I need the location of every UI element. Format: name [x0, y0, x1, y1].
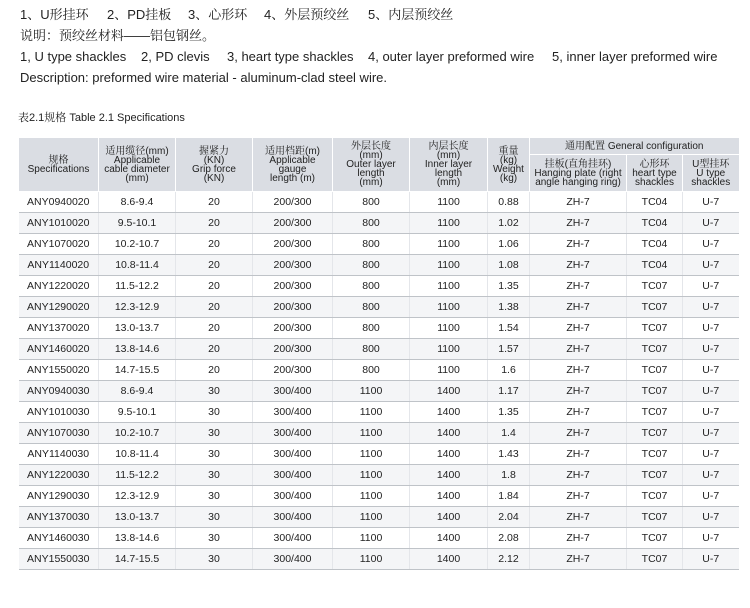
header-gauge-length: 适用档距(m) Applicable gauge length (m) [253, 138, 333, 192]
spec-cell: ANY1140030 [19, 444, 99, 465]
table-title: 表2.1规格 Table 2.1 Specifications [18, 112, 185, 124]
diameter-cell: 11.5-12.2 [99, 465, 176, 486]
u-shackle-cell: U-7 [683, 528, 739, 549]
outer-length-cell: 1100 [333, 465, 410, 486]
heart-shackle-cell: TC07 [627, 276, 683, 297]
gauge-cell: 300/400 [253, 465, 333, 486]
hanging-plate-cell: ZH-7 [530, 507, 627, 528]
u-shackle-cell: U-7 [683, 507, 739, 528]
heart-shackle-cell: TC07 [627, 318, 683, 339]
diameter-cell: 13.0-13.7 [99, 318, 176, 339]
outer-length-cell: 800 [333, 213, 410, 234]
outer-length-cell: 800 [333, 276, 410, 297]
u-shackle-cell: U-7 [683, 360, 739, 381]
u-shackle-cell: U-7 [683, 549, 739, 570]
u-shackle-cell: U-7 [683, 339, 739, 360]
hanging-plate-cell: ZH-7 [530, 339, 627, 360]
outer-length-cell: 800 [333, 318, 410, 339]
parts-list-zh [20, 4, 717, 25]
spec-cell: ANY1550030 [19, 549, 99, 570]
table-row [19, 507, 739, 528]
u-shackle-cell: U-7 [683, 192, 739, 213]
header-hanging-plate: 挂板(直角挂环) Hanging plate (right angle hanging ring) [530, 155, 627, 192]
inner-length-cell: 1400 [410, 423, 488, 444]
heart-shackle-cell: TC04 [627, 255, 683, 276]
weight-cell: 1.38 [488, 297, 530, 318]
spec-cell: ANY1290020 [19, 297, 99, 318]
diameter-cell: 14.7-15.5 [99, 549, 176, 570]
grip-force-cell: 30 [176, 528, 253, 549]
outer-length-cell: 1100 [333, 486, 410, 507]
outer-length-cell: 800 [333, 192, 410, 213]
spec-cell: ANY1460030 [19, 528, 99, 549]
hanging-plate-cell: ZH-7 [530, 318, 627, 339]
gauge-cell: 300/400 [253, 549, 333, 570]
table-row [19, 213, 739, 234]
heart-shackle-cell: TC07 [627, 423, 683, 444]
spec-cell: ANY1460020 [19, 339, 99, 360]
table-row [19, 465, 739, 486]
header-grip-force: 握紧力 (KN) Grip force (KN) [176, 138, 253, 192]
u-shackle-cell: U-7 [683, 444, 739, 465]
inner-length-cell: 1100 [410, 297, 488, 318]
outer-length-cell: 800 [333, 339, 410, 360]
spec-table [18, 138, 739, 570]
heart-shackle-cell: TC07 [627, 549, 683, 570]
part-label: 2、PD挂板 [107, 7, 172, 22]
inner-length-cell: 1100 [410, 192, 488, 213]
hanging-plate-cell: ZH-7 [530, 192, 627, 213]
heart-shackle-cell: TC07 [627, 528, 683, 549]
spec-cell: ANY1140020 [19, 255, 99, 276]
header-u-shackles: U型挂环 U type shackles [683, 155, 739, 192]
diameter-cell: 13.8-14.6 [99, 339, 176, 360]
hanging-plate-cell: ZH-7 [530, 486, 627, 507]
weight-cell: 2.12 [488, 549, 530, 570]
gauge-cell: 200/300 [253, 192, 333, 213]
table-row [19, 381, 739, 402]
grip-force-cell: 30 [176, 444, 253, 465]
weight-cell: 1.17 [488, 381, 530, 402]
outer-length-cell: 1100 [333, 423, 410, 444]
gauge-cell: 300/400 [253, 528, 333, 549]
heart-shackle-cell: TC07 [627, 381, 683, 402]
outer-length-cell: 1100 [333, 507, 410, 528]
inner-length-cell: 1400 [410, 444, 488, 465]
parts-list-en [20, 46, 717, 67]
outer-length-cell: 1100 [333, 444, 410, 465]
inner-length-cell: 1100 [410, 234, 488, 255]
hanging-plate-cell: ZH-7 [530, 402, 627, 423]
grip-force-cell: 30 [176, 507, 253, 528]
header-heart-shackles: 心形环 heart type shackles [627, 155, 683, 192]
table-row [19, 339, 739, 360]
diameter-cell: 8.6-9.4 [99, 192, 176, 213]
part-label: 4、外层预绞丝 [264, 7, 350, 22]
gauge-cell: 200/300 [253, 255, 333, 276]
inner-length-cell: 1400 [410, 528, 488, 549]
u-shackle-cell: U-7 [683, 213, 739, 234]
outer-length-cell: 800 [333, 234, 410, 255]
weight-cell: 1.84 [488, 486, 530, 507]
diameter-cell: 10.8-11.4 [99, 444, 176, 465]
heart-shackle-cell: TC07 [627, 444, 683, 465]
gauge-cell: 200/300 [253, 339, 333, 360]
table-row [19, 234, 739, 255]
spec-cell: ANY1220020 [19, 276, 99, 297]
inner-length-cell: 1100 [410, 318, 488, 339]
gauge-cell: 300/400 [253, 507, 333, 528]
gauge-cell: 300/400 [253, 381, 333, 402]
table-row [19, 549, 739, 570]
grip-force-cell: 20 [176, 192, 253, 213]
inner-length-cell: 1400 [410, 465, 488, 486]
inner-length-cell: 1400 [410, 381, 488, 402]
u-shackle-cell: U-7 [683, 381, 739, 402]
u-shackle-cell: U-7 [683, 276, 739, 297]
gauge-cell: 200/300 [253, 297, 333, 318]
gauge-cell: 200/300 [253, 234, 333, 255]
weight-cell: 1.43 [488, 444, 530, 465]
part-label: 3、心形环 [188, 7, 248, 22]
part-label: 1, U type shackles [20, 49, 127, 64]
hanging-plate-cell: ZH-7 [530, 360, 627, 381]
table-row [19, 192, 739, 213]
hanging-plate-cell: ZH-7 [530, 549, 627, 570]
heart-shackle-cell: TC04 [627, 234, 683, 255]
spec-cell: ANY1290030 [19, 486, 99, 507]
inner-length-cell: 1100 [410, 276, 488, 297]
grip-force-cell: 20 [176, 318, 253, 339]
header-weight: 重量 (kg) Weight (kg) [488, 138, 530, 192]
table-row [19, 528, 739, 549]
weight-cell: 2.04 [488, 507, 530, 528]
grip-force-cell: 20 [176, 339, 253, 360]
part-label: 4, outer layer preformed wire [368, 49, 535, 64]
hanging-plate-cell: ZH-7 [530, 465, 627, 486]
header-inner-length: 内层长度 (mm) Inner layer length (mm) [410, 138, 488, 192]
grip-force-cell: 20 [176, 360, 253, 381]
grip-force-cell: 20 [176, 213, 253, 234]
hanging-plate-cell: ZH-7 [530, 297, 627, 318]
inner-length-cell: 1400 [410, 402, 488, 423]
spec-cell: ANY1370020 [19, 318, 99, 339]
part-label: 3, heart type shackles [227, 49, 354, 64]
hanging-plate-cell: ZH-7 [530, 255, 627, 276]
hanging-plate-cell: ZH-7 [530, 381, 627, 402]
grip-force-cell: 30 [176, 465, 253, 486]
grip-force-cell: 20 [176, 234, 253, 255]
table-row [19, 297, 739, 318]
spec-cell: ANY0940020 [19, 192, 99, 213]
u-shackle-cell: U-7 [683, 486, 739, 507]
outer-length-cell: 800 [333, 297, 410, 318]
weight-cell: 2.08 [488, 528, 530, 549]
spec-cell: ANY1220030 [19, 465, 99, 486]
intro-text [20, 4, 717, 88]
inner-length-cell: 1100 [410, 213, 488, 234]
gauge-cell: 300/400 [253, 486, 333, 507]
weight-cell: 1.35 [488, 276, 530, 297]
diameter-cell: 12.3-12.9 [99, 297, 176, 318]
weight-cell: 1.6 [488, 360, 530, 381]
hanging-plate-cell: ZH-7 [530, 528, 627, 549]
header-general-config: 通用配置 General configuration [530, 138, 739, 155]
diameter-cell: 10.2-10.7 [99, 234, 176, 255]
table-row [19, 423, 739, 444]
diameter-cell: 13.0-13.7 [99, 507, 176, 528]
table-row [19, 444, 739, 465]
heart-shackle-cell: TC07 [627, 465, 683, 486]
hanging-plate-cell: ZH-7 [530, 213, 627, 234]
inner-length-cell: 1100 [410, 339, 488, 360]
grip-force-cell: 30 [176, 423, 253, 444]
table-row [19, 276, 739, 297]
grip-force-cell: 20 [176, 297, 253, 318]
grip-force-cell: 20 [176, 255, 253, 276]
heart-shackle-cell: TC07 [627, 339, 683, 360]
weight-cell: 1.02 [488, 213, 530, 234]
inner-length-cell: 1100 [410, 255, 488, 276]
u-shackle-cell: U-7 [683, 318, 739, 339]
gauge-cell: 300/400 [253, 402, 333, 423]
u-shackle-cell: U-7 [683, 465, 739, 486]
u-shackle-cell: U-7 [683, 297, 739, 318]
weight-cell: 1.4 [488, 423, 530, 444]
inner-length-cell: 1400 [410, 507, 488, 528]
diameter-cell: 11.5-12.2 [99, 276, 176, 297]
inner-length-cell: 1400 [410, 486, 488, 507]
gauge-cell: 200/300 [253, 213, 333, 234]
heart-shackle-cell: TC07 [627, 486, 683, 507]
outer-length-cell: 1100 [333, 549, 410, 570]
gauge-cell: 200/300 [253, 318, 333, 339]
outer-length-cell: 800 [333, 255, 410, 276]
u-shackle-cell: U-7 [683, 402, 739, 423]
diameter-cell: 14.7-15.5 [99, 360, 176, 381]
grip-force-cell: 30 [176, 381, 253, 402]
weight-cell: 1.8 [488, 465, 530, 486]
weight-cell: 0.88 [488, 192, 530, 213]
outer-length-cell: 1100 [333, 528, 410, 549]
heart-shackle-cell: TC07 [627, 297, 683, 318]
heart-shackle-cell: TC04 [627, 213, 683, 234]
header-cable-diameter: 适用缆径(mm) Applicable cable diameter (mm) [99, 138, 176, 192]
diameter-cell: 10.8-11.4 [99, 255, 176, 276]
inner-length-cell: 1100 [410, 360, 488, 381]
diameter-cell: 13.8-14.6 [99, 528, 176, 549]
grip-force-cell: 30 [176, 402, 253, 423]
gauge-cell: 300/400 [253, 423, 333, 444]
header-outer-length: 外层长度 (mm) Outer layer length (mm) [333, 138, 410, 192]
diameter-cell: 9.5-10.1 [99, 402, 176, 423]
hanging-plate-cell: ZH-7 [530, 444, 627, 465]
diameter-cell: 10.2-10.7 [99, 423, 176, 444]
spec-cell: ANY0940030 [19, 381, 99, 402]
outer-length-cell: 1100 [333, 402, 410, 423]
weight-cell: 1.57 [488, 339, 530, 360]
outer-length-cell: 800 [333, 360, 410, 381]
weight-cell: 1.08 [488, 255, 530, 276]
table-row [19, 402, 739, 423]
gauge-cell: 200/300 [253, 276, 333, 297]
spec-cell: ANY1010030 [19, 402, 99, 423]
spec-cell: ANY1370030 [19, 507, 99, 528]
grip-force-cell: 30 [176, 549, 253, 570]
heart-shackle-cell: TC07 [627, 360, 683, 381]
spec-cell: ANY1010020 [19, 213, 99, 234]
grip-force-cell: 20 [176, 276, 253, 297]
material-note-en: Description: preformed wire material - aluminum-clad steel wire. [20, 70, 388, 85]
spec-cell: ANY1550020 [19, 360, 99, 381]
table-header [19, 138, 739, 192]
grip-force-cell: 30 [176, 486, 253, 507]
heart-shackle-cell: TC04 [627, 192, 683, 213]
diameter-cell: 12.3-12.9 [99, 486, 176, 507]
header-spec: 规格 Specifications [19, 138, 99, 192]
hanging-plate-cell: ZH-7 [530, 234, 627, 255]
weight-cell: 1.06 [488, 234, 530, 255]
u-shackle-cell: U-7 [683, 255, 739, 276]
gauge-cell: 200/300 [253, 360, 333, 381]
diameter-cell: 9.5-10.1 [99, 213, 176, 234]
part-label: 1、U形挂环 [20, 7, 89, 22]
part-label: 5、内层预绞丝 [368, 7, 454, 22]
part-label: 2, PD clevis [141, 49, 210, 64]
hanging-plate-cell: ZH-7 [530, 423, 627, 444]
spec-cell: ANY1070020 [19, 234, 99, 255]
table-row [19, 255, 739, 276]
weight-cell: 1.54 [488, 318, 530, 339]
table-row [19, 318, 739, 339]
gauge-cell: 300/400 [253, 444, 333, 465]
heart-shackle-cell: TC07 [627, 507, 683, 528]
material-note-zh: 说明：预绞丝材料——铝包钢丝。 [20, 28, 216, 43]
table-row [19, 360, 739, 381]
outer-length-cell: 1100 [333, 381, 410, 402]
u-shackle-cell: U-7 [683, 423, 739, 444]
diameter-cell: 8.6-9.4 [99, 381, 176, 402]
weight-cell: 1.35 [488, 402, 530, 423]
table-row [19, 486, 739, 507]
u-shackle-cell: U-7 [683, 234, 739, 255]
hanging-plate-cell: ZH-7 [530, 276, 627, 297]
spec-cell: ANY1070030 [19, 423, 99, 444]
inner-length-cell: 1400 [410, 549, 488, 570]
part-label: 5, inner layer preformed wire [552, 49, 718, 64]
heart-shackle-cell: TC07 [627, 402, 683, 423]
table-body [19, 192, 739, 570]
